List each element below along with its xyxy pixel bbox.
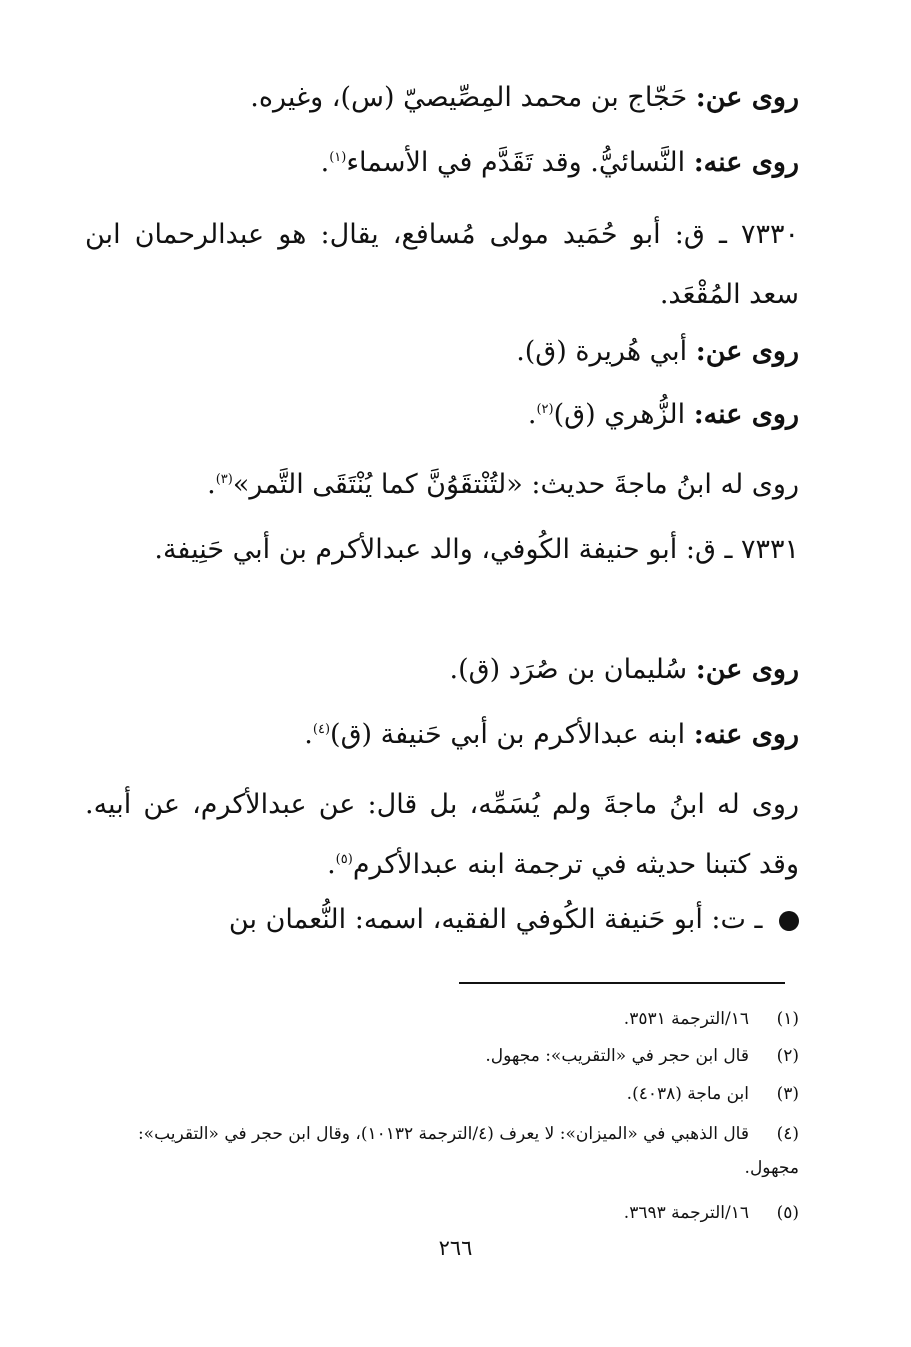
- entry-text: سُليمان بن صُرَد (ق).: [449, 654, 696, 685]
- entry-narrated-from-3: [85, 640, 799, 700]
- entry-end: .: [527, 399, 537, 430]
- bullet-icon: [779, 911, 799, 931]
- footnote-3: [85, 1077, 799, 1111]
- entry-text: حَجّاج بن محمد المِصِّيصيّ (س)، وغيره.: [250, 82, 696, 113]
- entry-abu-hanifa: [85, 890, 799, 950]
- entry-hadith-1: [85, 455, 799, 515]
- entry-text: أبي هُريرة (ق).: [516, 336, 696, 367]
- footnote-ref-3[interactable]: (٣): [215, 472, 233, 487]
- footnote-4: [85, 1117, 799, 1185]
- entry-end: .: [207, 469, 216, 500]
- footnote-2: [85, 1039, 799, 1073]
- entry-text: روى له ابنُ ماجةَ حديث: «لتُنْتقَوُنَّ كما يُنْتَقَى التَّمر»: [232, 469, 799, 500]
- entry-narrated-by-1: [85, 133, 799, 193]
- footnote-ref-1[interactable]: (١): [329, 150, 347, 165]
- footnote-ref-5[interactable]: (٥): [335, 852, 353, 867]
- entry-text: روى له ابنُ ماجةَ ولم يُسَمِّه، بل قال: عن عبدالأكرم، عن أبيه. وقد كتبنا حديثه في ترجمة ابنه عبدالأكرم: [85, 789, 799, 880]
- footnote-text: قال ابن حجر في «التقريب»: مجهول.: [485, 1046, 749, 1066]
- footnote-text: قال الذهبي في «الميزان»: لا يعرف (٤/الترجمة ١٠١٣٢)، وقال ابن حجر في «التقريب»: مجهول.: [137, 1124, 799, 1178]
- entry-heading-7330: ٧٣٣٠ ـ ق: أبو حُمَيد مولى مُسافع، يقال: هو عبدالرحمان ابن سعد المُقْعَد.: [85, 219, 799, 310]
- entry-text: ـ ت: أبو حَنيفة الكُوفي الفقيه، اسمه: النُّعمان بن: [228, 904, 771, 935]
- entry-narrated-by-3: [85, 705, 799, 765]
- label-narrated-from: روى عن:: [695, 336, 799, 367]
- footnote-text: ١٦/الترجمة ٣٦٩٣.: [623, 1203, 749, 1223]
- label-narrated-by: روى عنه:: [693, 147, 799, 178]
- footnote-number: (٣): [776, 1084, 799, 1104]
- footnote-ref-2[interactable]: (٢): [536, 402, 554, 417]
- footnote-text: ابن ماجة (٤٠٣٨).: [626, 1084, 749, 1104]
- footnote-number: (٤): [776, 1124, 799, 1144]
- entry-narrated-from-2: [85, 322, 799, 382]
- entry-7331: [85, 520, 799, 580]
- entry-end: .: [320, 147, 330, 178]
- footnote-number: (٢): [776, 1046, 799, 1066]
- entry-text: ابنه عبدالأكرم بن أبي حَنيفة (ق): [330, 719, 694, 750]
- entry-narrated-by-2: [85, 385, 799, 445]
- entry-text: الزُّهري (ق): [553, 399, 694, 430]
- entry-heading-7331: ٧٣٣١ ـ ق: أبو حنيفة الكُوفي، والد عبدالأكرم بن أبي حَنِيفة.: [154, 534, 799, 565]
- label-narrated-from: روى عن:: [695, 654, 799, 685]
- footnote-text: ١٦/الترجمة ٣٥٣١.: [623, 1009, 749, 1029]
- page-number: ٢٦٦: [438, 1236, 473, 1260]
- entry-7330: [85, 205, 799, 325]
- label-narrated-by: روى عنه:: [693, 399, 799, 430]
- label-narrated-by: روى عنه:: [693, 719, 799, 750]
- footnote-1: [85, 1002, 799, 1036]
- footnote-ref-4[interactable]: (٤): [312, 722, 331, 737]
- label-narrated-from: روى عن:: [695, 82, 799, 113]
- entry-text: النَّسائيُّ. وقد تَقَدَّم في الأسماء: [346, 147, 694, 178]
- entry-hadith-2: [85, 775, 799, 895]
- entry-end: .: [304, 719, 313, 750]
- entry-narrated-from-1: [85, 68, 799, 128]
- footnote-5: [85, 1196, 799, 1230]
- entry-end: .: [327, 849, 336, 880]
- footnote-number: (٥): [776, 1203, 799, 1223]
- footnote-separator: [459, 982, 785, 984]
- footnote-number: (١): [776, 1009, 799, 1029]
